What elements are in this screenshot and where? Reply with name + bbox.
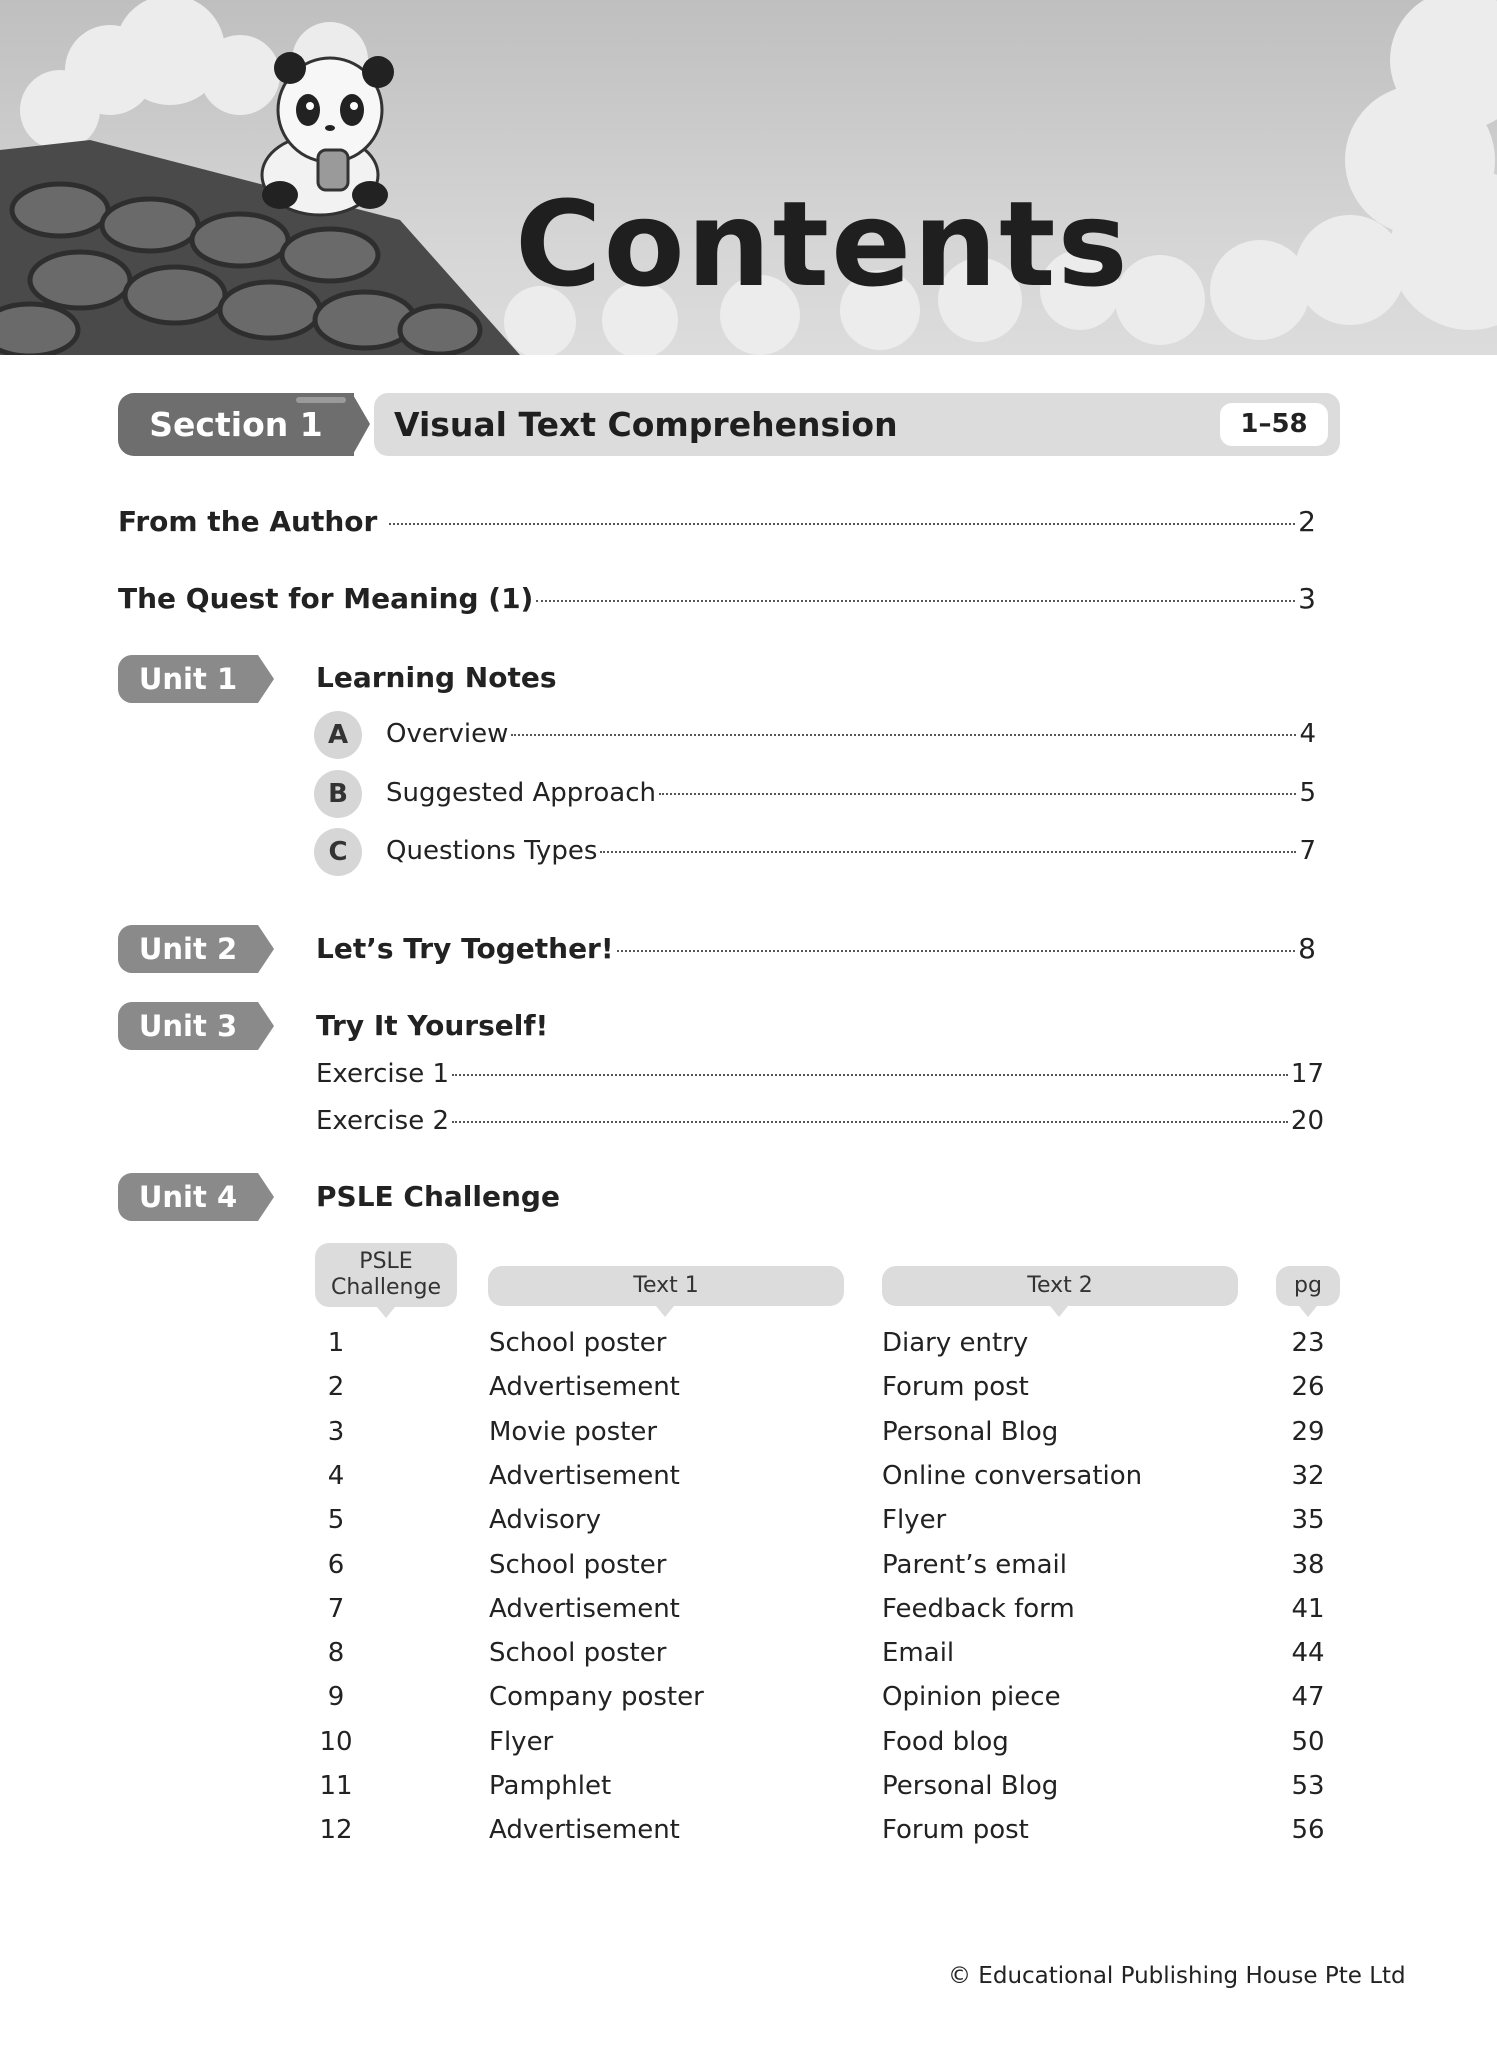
- table-cell-text2: Forum post: [882, 1372, 1029, 1402]
- toc-entry-page: 8: [1298, 932, 1316, 965]
- table-header-psle-challenge: [315, 1243, 457, 1307]
- table-cell-n: 6: [327, 1550, 345, 1580]
- table-cell-n: 7: [327, 1594, 345, 1624]
- header-pointer: [1050, 1306, 1068, 1317]
- header-pointer: [377, 1307, 395, 1318]
- table-cell-text2: Personal Blog: [882, 1417, 1059, 1447]
- table-cell-text2: Personal Blog: [882, 1771, 1059, 1801]
- header-pointer: [1299, 1306, 1317, 1317]
- unit-badge-arrow: [258, 1002, 274, 1050]
- page-title: Contents: [515, 175, 1130, 313]
- table-cell-n: 5: [327, 1505, 345, 1535]
- section-tab-arrow: [352, 393, 370, 456]
- table-cell-text2: Opinion piece: [882, 1682, 1061, 1712]
- table-cell-pg: 41: [1291, 1594, 1325, 1624]
- toc-entry-label: Suggested Approach: [386, 778, 657, 808]
- unit-4-title: PSLE Challenge: [316, 1180, 560, 1213]
- header-line: PSLE: [359, 1249, 413, 1274]
- table-cell-text2: Forum post: [882, 1815, 1029, 1845]
- toc-entry-page: 4: [1299, 719, 1316, 749]
- table-cell-text1: School poster: [489, 1550, 667, 1580]
- panda-mascot: [262, 52, 394, 215]
- unit-3-title: Try It Yourself!: [316, 1009, 549, 1042]
- table-cell-n: 8: [327, 1638, 345, 1668]
- table-cell-text1: Company poster: [489, 1682, 704, 1712]
- table-cell-pg: 38: [1291, 1550, 1325, 1580]
- toc-entry-page: 3: [1298, 582, 1316, 615]
- table-cell-n: 4: [327, 1461, 345, 1491]
- copyright-notice: © Educational Publishing House Pte Ltd: [948, 1963, 1406, 1989]
- table-cell-n: 9: [327, 1682, 345, 1712]
- leader-dots: [511, 734, 1296, 736]
- table-cell-pg: 29: [1291, 1417, 1325, 1447]
- toc-entry-lets-try-together[interactable]: [316, 932, 1316, 965]
- toc-entry-from-the-author[interactable]: [118, 505, 1316, 538]
- toc-entry-label: Overview: [386, 719, 509, 749]
- table-cell-text2: Online conversation: [882, 1461, 1143, 1491]
- table-cell-text1: School poster: [489, 1638, 667, 1668]
- unit-badge-arrow: [258, 925, 274, 973]
- toc-entry-label: From the Author: [118, 505, 378, 538]
- leader-dots: [452, 1074, 1288, 1076]
- table-cell-text1: School poster: [489, 1328, 667, 1358]
- toc-entry-page: 7: [1299, 836, 1316, 866]
- table-cell-text2: Feedback form: [882, 1594, 1075, 1624]
- toc-entry-label: Exercise 2: [316, 1106, 449, 1136]
- table-cell-text2: Food blog: [882, 1727, 1009, 1757]
- leader-dots: [452, 1121, 1288, 1123]
- toc-entry-label: Questions Types: [386, 836, 598, 866]
- unit-2-title: Let’s Try Together!: [316, 932, 614, 965]
- toc-entry-page: 2: [1298, 505, 1316, 538]
- table-cell-pg: 53: [1291, 1771, 1325, 1801]
- table-cell-n: 11: [319, 1771, 353, 1801]
- toc-entry-exercise-1[interactable]: [316, 1059, 1324, 1089]
- table-cell-text2: Parent’s email: [882, 1550, 1068, 1580]
- toc-entry-overview[interactable]: [386, 719, 1316, 749]
- toc-entry-label: The Quest for Meaning (1): [118, 582, 534, 615]
- table-cell-pg: 23: [1291, 1328, 1325, 1358]
- table-header-pg: pg: [1276, 1266, 1340, 1306]
- leader-dots: [536, 600, 1295, 602]
- table-cell-pg: 32: [1291, 1461, 1325, 1491]
- unit-1-title: Learning Notes: [316, 661, 557, 694]
- item-letter-badge: B: [314, 770, 362, 818]
- table-cell-text1: Advertisement: [489, 1815, 680, 1845]
- unit-1-label: Unit 1: [138, 662, 238, 696]
- table-cell-pg: 26: [1291, 1372, 1325, 1402]
- table-cell-n: 1: [327, 1328, 345, 1358]
- table-cell-n: 12: [319, 1815, 353, 1845]
- table-cell-text1: Pamphlet: [489, 1771, 612, 1801]
- toc-entry-page: 17: [1290, 1059, 1324, 1089]
- unit-2-label: Unit 2: [138, 932, 238, 966]
- table-cell-text1: Movie poster: [489, 1417, 658, 1447]
- table-header-text-2: Text 2: [882, 1266, 1238, 1306]
- toc-entry-exercise-2[interactable]: [316, 1106, 1324, 1136]
- toc-entry-page: 5: [1299, 778, 1316, 808]
- table-cell-n: 3: [327, 1417, 345, 1447]
- table-cell-text1: Advertisement: [489, 1461, 680, 1491]
- toc-entry-quest-for-meaning[interactable]: [118, 582, 1316, 615]
- table-cell-text1: Advertisement: [489, 1372, 680, 1402]
- table-cell-pg: 44: [1291, 1638, 1325, 1668]
- table-cell-text2: Email: [882, 1638, 955, 1668]
- section-title: Visual Text Comprehension: [394, 405, 898, 444]
- table-cell-text2: Diary entry: [882, 1328, 1029, 1358]
- leader-dots: [617, 950, 1296, 952]
- section-label: Section 1: [149, 405, 323, 444]
- table-cell-text1: Advertisement: [489, 1594, 680, 1624]
- table-cell-text2: Flyer: [882, 1505, 947, 1535]
- table-cell-pg: 35: [1291, 1505, 1325, 1535]
- unit-badge-arrow: [258, 1173, 274, 1221]
- header-banner: [0, 0, 1497, 355]
- toc-entry-suggested-approach[interactable]: [386, 778, 1316, 808]
- table-cell-pg: 56: [1291, 1815, 1325, 1845]
- leader-dots: [389, 523, 1295, 525]
- item-letter-badge: A: [314, 711, 362, 759]
- table-cell-pg: 47: [1291, 1682, 1325, 1712]
- table-cell-n: 10: [319, 1727, 353, 1757]
- unit-3-label: Unit 3: [138, 1009, 238, 1043]
- table-cell-n: 2: [327, 1372, 345, 1402]
- leader-dots: [659, 793, 1296, 795]
- section-page-range: 1–58: [1240, 409, 1308, 439]
- header-line: Challenge: [331, 1275, 441, 1300]
- item-letter-badge: C: [314, 828, 362, 876]
- table-cell-text1: Flyer: [489, 1727, 554, 1757]
- unit-badge-arrow: [258, 655, 274, 703]
- toc-entry-questions-types[interactable]: [386, 836, 1316, 866]
- toc-entry-label: Exercise 1: [316, 1059, 449, 1089]
- toc-entry-page: 20: [1290, 1106, 1324, 1136]
- unit-4-label: Unit 4: [138, 1180, 238, 1214]
- leader-dots: [600, 851, 1296, 853]
- table-header-text-1: Text 1: [488, 1266, 844, 1306]
- table-cell-text1: Advisory: [489, 1505, 601, 1535]
- header-pointer: [656, 1306, 674, 1317]
- table-cell-pg: 50: [1291, 1727, 1325, 1757]
